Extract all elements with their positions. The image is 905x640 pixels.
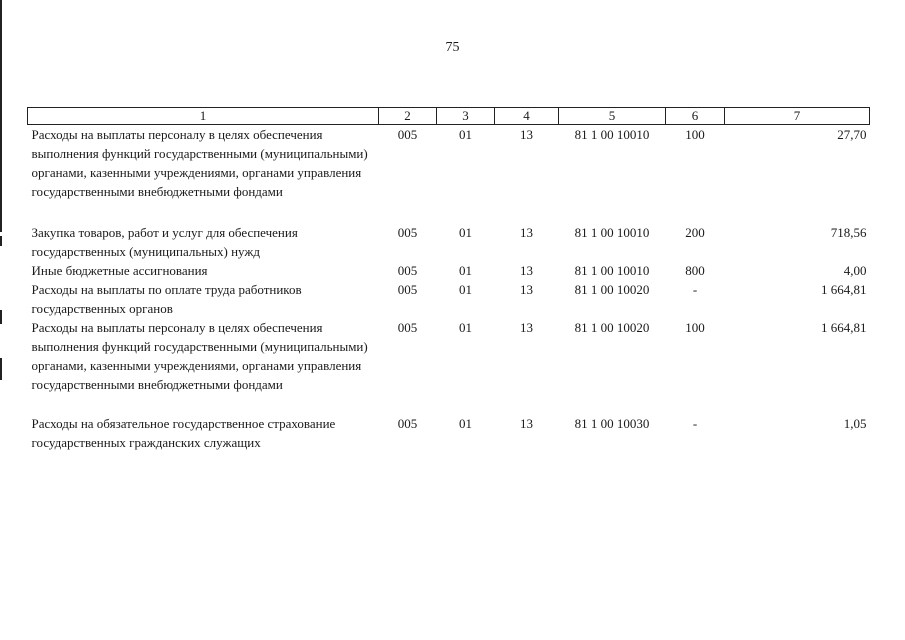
row-amount: 1 664,81 <box>821 320 867 335</box>
row-code-2: 005 <box>397 127 418 142</box>
row-description: Расходы на обязательное государственное страхование государственных гражданских служащих <box>31 416 336 450</box>
row-code-4: 13 <box>520 416 533 431</box>
row-amount: 718,56 <box>830 225 867 240</box>
row-description: Расходы на выплаты персоналу в целях обеспечения выполнения функций государственными (муниципальными) органами, казенными учреждениями, органами управления государственными внебюджетными фондами <box>31 320 368 392</box>
header-col-2: 2 <box>379 108 437 125</box>
row-amount: 27,70 <box>837 127 867 142</box>
table-header <box>28 108 870 125</box>
row-code-5: 81 1 00 10010 <box>574 127 650 142</box>
row-code-4: 13 <box>520 320 533 335</box>
scan-margin-line <box>0 0 2 232</box>
row-code-3: 01 <box>459 416 472 431</box>
row-code-5: 81 1 00 10020 <box>574 320 650 335</box>
header-row <box>28 108 870 125</box>
row-code-4: 13 <box>520 263 533 278</box>
row-description: Закупка товаров, работ и услуг для обеспечения государственных (муниципальных) нужд <box>31 225 298 259</box>
table-body <box>28 125 870 472</box>
row-amount: 4,00 <box>843 263 867 278</box>
row-code-4: 13 <box>520 127 533 142</box>
row-amount: 1 664,81 <box>821 282 867 297</box>
row-code-3: 01 <box>459 282 472 297</box>
row-code-3: 01 <box>459 127 472 142</box>
scan-margin-tick <box>0 310 2 324</box>
table-row <box>28 125 870 224</box>
row-code-6: - <box>692 282 698 297</box>
row-code-3: 01 <box>459 320 472 335</box>
row-code-3: 01 <box>459 263 472 278</box>
row-code-5: 81 1 00 10030 <box>574 416 650 431</box>
row-description: Расходы на выплаты по оплате труда работников государственных органов <box>31 282 302 316</box>
table-row <box>28 223 870 261</box>
row-code-6: 100 <box>685 127 705 142</box>
row-code-5: 81 1 00 10020 <box>574 282 650 297</box>
row-description: Иные бюджетные ассигнования <box>31 263 208 278</box>
header-col-6: 6 <box>666 108 725 125</box>
row-amount: 1,05 <box>843 416 867 431</box>
header-col-7: 7 <box>725 108 870 125</box>
row-code-5: 81 1 00 10010 <box>574 225 650 240</box>
header-col-5: 5 <box>559 108 666 125</box>
row-code-2: 005 <box>397 320 418 335</box>
row-code-2: 005 <box>397 225 418 240</box>
header-col-1: 1 <box>28 108 379 125</box>
scan-margin-tick <box>0 358 2 380</box>
row-code-4: 13 <box>520 282 533 297</box>
row-code-6: 800 <box>685 263 705 278</box>
row-code-6: - <box>692 416 698 431</box>
row-code-2: 005 <box>397 282 418 297</box>
budget-table <box>27 107 870 471</box>
row-code-2: 005 <box>397 416 418 431</box>
row-code-4: 13 <box>520 225 533 240</box>
row-code-3: 01 <box>459 225 472 240</box>
header-col-4: 4 <box>495 108 559 125</box>
table-row <box>28 414 870 471</box>
row-code-5: 81 1 00 10010 <box>574 263 650 278</box>
header-col-3: 3 <box>437 108 495 125</box>
table-row <box>28 318 870 414</box>
table-row <box>28 280 870 318</box>
row-code-6: 200 <box>685 225 705 240</box>
row-code-6: 100 <box>685 320 705 335</box>
table-row <box>28 261 870 280</box>
row-code-2: 005 <box>397 263 418 278</box>
page-number: 75 <box>445 40 460 55</box>
scan-margin-tick <box>0 236 2 246</box>
row-description: Расходы на выплаты персоналу в целях обеспечения выполнения функций государственными (муниципальными) органами, казенными учреждениями, органами управления государственными внебюджетными фондами <box>31 127 368 199</box>
